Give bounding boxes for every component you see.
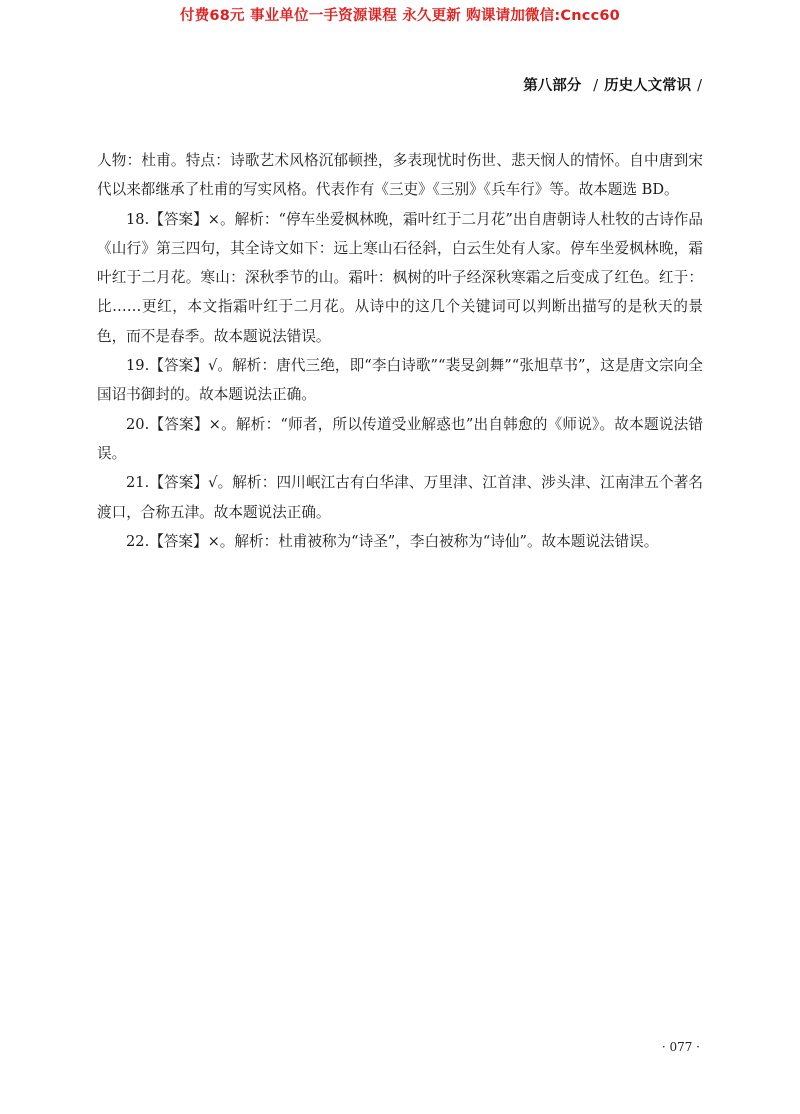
running-header <box>523 74 702 95</box>
watermark-banner: 付费68元 事业单位一手资源课程 永久更新 购课请加微信:Cncc60 <box>180 8 620 24</box>
paragraph-continuation: 人物：杜甫。特点：诗歌艺术风格沉郁顿挫，多表现忧时伤世、悲天悯人的情怀。自中唐到宋代以来都继承了杜甫的写实风格。代表作有《三吏》《三别》《兵车行》等。故本题选 BD。 <box>97 152 703 199</box>
answer-item-22: 22.【答案】×。解析：杜甫被称为“诗圣”，李白被称为“诗仙”。故本题说法错误。 <box>126 532 659 550</box>
answer-item-21: 21.【答案】√。解析：四川岷江古有白华津、万里津、江首津、涉头津、江南津五个著名渡口，合称五津。故本题说法正确。 <box>97 474 703 521</box>
header-separator: / <box>593 78 599 94</box>
answer-item-19: 19.【答案】√。解析：唐代三绝，即“李白诗歌”“裴旻剑舞”“张旭草书”，这是唐文宗向全国诏书御封的。故本题说法正确。 <box>97 357 703 404</box>
answer-item-18: 18.【答案】×。解析：“停车坐爱枫林晚，霜叶红于二月花”出自唐朝诗人杜牧的古诗作品《山行》第三四句，其全诗文如下：远上寒山石径斜，白云生处有人家。停车坐爱枫林晚，霜叶红于二月花。寒山：深秋季节的山。霜叶：枫树的叶子经深秋寒霜之后变成了红色。红于：比……更红，本文指霜叶红于二月花。从诗中的这几个关键词可以判断出描写的是秋天的景色，而不是春季。故本题说法错误。 <box>97 210 703 345</box>
answer-content <box>97 146 703 556</box>
header-section: 历史人文常识 <box>604 77 692 94</box>
answer-item-20: 20.【答案】×。解析：“师者，所以传道受业解惑也”出自韩愈的《师说》。故本题说法错误。 <box>97 415 703 462</box>
page-number: · 077 · <box>661 1040 700 1054</box>
header-part: 第八部分 <box>523 77 582 94</box>
header-trailing-slash: / <box>697 78 702 94</box>
